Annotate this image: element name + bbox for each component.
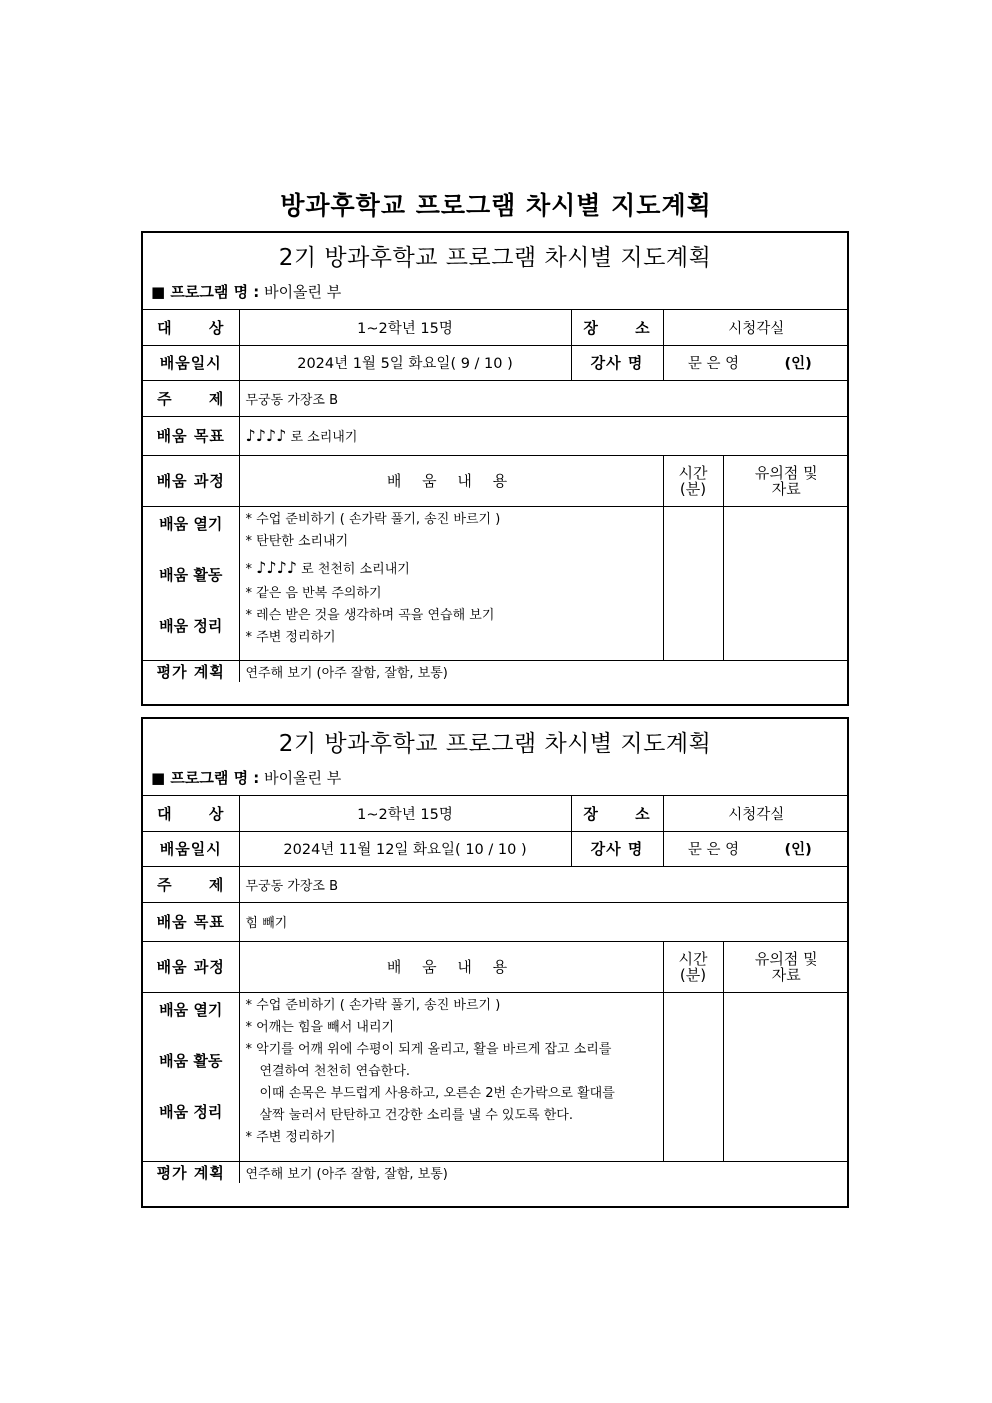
content-line: * 같은 음 반복 주의하기	[245, 585, 382, 601]
goal-label: 배움 목표	[143, 902, 239, 941]
instructor-cell	[663, 345, 849, 380]
notes-header-line1: 유의점 및	[754, 949, 818, 968]
plan-table	[143, 310, 849, 682]
music-notes-icon: ♪♪♪♪	[245, 426, 287, 445]
content-line: * 수업 준비하기 ( 손가락 풀기, 송진 바르기 )	[245, 997, 501, 1013]
program-name-label: ■ 프로그램 명 :	[151, 283, 260, 301]
target-label: 대 상	[143, 310, 239, 345]
process-label: 배움 과정	[143, 455, 239, 506]
notes-header-line2: 자료	[771, 479, 801, 498]
date-label: 배움일시	[143, 831, 239, 866]
content-line: * 수업 준비하기 ( 손가락 풀기, 송진 바르기 )	[245, 511, 501, 527]
phase-activity: 배움 활동	[159, 565, 223, 584]
notes-header-line2: 자료	[771, 965, 801, 984]
process-label: 배움 과정	[143, 941, 239, 992]
target-label: 대 상	[143, 796, 239, 831]
topic-value: 무궁동 가장조 B	[239, 866, 849, 902]
content-line: * 악기를 어깨 위에 수평이 되게 올리고, 활을 바르게 잡고 소리를	[245, 1041, 612, 1057]
content-line	[246, 553, 657, 583]
content-line: 연결하여 천천히 연습한다.	[259, 1063, 411, 1079]
content-bullet: *	[245, 561, 252, 577]
time-header-line1: 시간	[678, 949, 708, 968]
program-name-row	[151, 281, 341, 302]
phase-close: 배움 정리	[159, 1102, 223, 1121]
plan-header	[143, 719, 847, 796]
instructor-value: 문 은 영	[687, 356, 740, 372]
program-name-row	[151, 767, 341, 788]
phase-close: 배움 정리	[159, 616, 223, 635]
goal-label: 배움 목표	[143, 416, 239, 455]
notes-cell	[723, 992, 849, 1161]
content-line: * 어깨는 힘을 빼서 내리기	[245, 1019, 395, 1035]
notes-header-line1: 유의점 및	[754, 463, 818, 482]
notes-header	[723, 941, 849, 992]
content-line: 이때 손목은 부드럽게 사용하고, 오른손 2번 손가락으로 활대를	[259, 1085, 615, 1101]
time-header-line2: (분)	[679, 479, 707, 498]
place-value: 시청각실	[663, 310, 849, 345]
goal-cell	[239, 416, 849, 455]
time-cell	[663, 992, 723, 1161]
instructor-value: 문 은 영	[687, 842, 740, 858]
place-value: 시청각실	[663, 796, 849, 831]
target-value: 1~2학년 15명	[239, 310, 571, 345]
notes-cell	[723, 506, 849, 660]
time-header	[663, 941, 723, 992]
topic-label: 주 제	[143, 380, 239, 416]
phase-open: 배움 열기	[159, 1000, 223, 1019]
music-notes-icon: ♪♪♪♪	[256, 557, 297, 577]
instructor-label: 강사 명	[571, 345, 663, 380]
topic-label: 주 제	[143, 866, 239, 902]
topic-value: 무궁동 가장조 B	[239, 380, 849, 416]
place-label: 장 소	[571, 310, 663, 345]
target-value: 1~2학년 15명	[239, 796, 571, 831]
document-title: 방과후학교 프로그램 차시별 지도계획	[280, 191, 712, 220]
seal-mark: (인)	[784, 842, 812, 858]
time-cell	[663, 506, 723, 660]
content-line: * 주변 정리하기	[245, 1129, 336, 1145]
content-line: 살짝 눌러서 탄탄하고 건강한 소리를 낼 수 있도록 한다.	[259, 1107, 573, 1123]
content-header: 배 움 내 용	[239, 455, 663, 506]
goal-value: 힘 빼기	[239, 902, 849, 941]
time-header	[663, 455, 723, 506]
content-line: * 탄탄한 소리내기	[245, 533, 349, 549]
plan-table	[143, 796, 849, 1183]
instructor-label: 강사 명	[571, 831, 663, 866]
notes-header	[723, 455, 849, 506]
goal-value: 로 소리내기	[290, 430, 358, 445]
phase-activity: 배움 활동	[159, 1051, 223, 1070]
content-cell	[239, 506, 663, 660]
phase-column	[143, 506, 239, 660]
instructor-cell	[663, 831, 849, 866]
phase-open: 배움 열기	[159, 514, 223, 533]
date-value: 2024년 1월 5일 화요일( 9 / 10 )	[239, 345, 571, 380]
lesson-plan-1	[141, 231, 849, 706]
program-name-label: ■ 프로그램 명 :	[151, 769, 260, 787]
program-name-value: 바이올린 부	[264, 769, 342, 787]
seal-mark: (인)	[784, 356, 812, 372]
time-header-line1: 시간	[678, 463, 708, 482]
evaluation-value: 연주해 보기 (아주 잘함, 잘함, 보통)	[239, 660, 849, 682]
program-name-value: 바이올린 부	[264, 283, 342, 301]
phase-column	[143, 992, 239, 1161]
content-line: * 레슨 받은 것을 생각하며 곡을 연습해 보기	[245, 607, 495, 623]
plan-header	[143, 233, 847, 310]
plan-title: 2기 방과후학교 프로그램 차시별 지도계획	[278, 731, 712, 757]
plan-title: 2기 방과후학교 프로그램 차시별 지도계획	[278, 245, 712, 271]
evaluation-label: 평가 계획	[143, 660, 239, 682]
content-line: * 주변 정리하기	[245, 629, 336, 645]
date-value: 2024년 11월 12일 화요일( 10 / 10 )	[239, 831, 571, 866]
content-cell	[239, 992, 663, 1161]
evaluation-label: 평가 계획	[143, 1161, 239, 1183]
evaluation-value: 연주해 보기 (아주 잘함, 잘함, 보통)	[239, 1161, 849, 1183]
lesson-plan-2	[141, 717, 849, 1208]
time-header-line2: (분)	[679, 965, 707, 984]
place-label: 장 소	[571, 796, 663, 831]
content-header: 배 움 내 용	[239, 941, 663, 992]
date-label: 배움일시	[143, 345, 239, 380]
content-line-text: 로 천천히 소리내기	[301, 561, 410, 577]
